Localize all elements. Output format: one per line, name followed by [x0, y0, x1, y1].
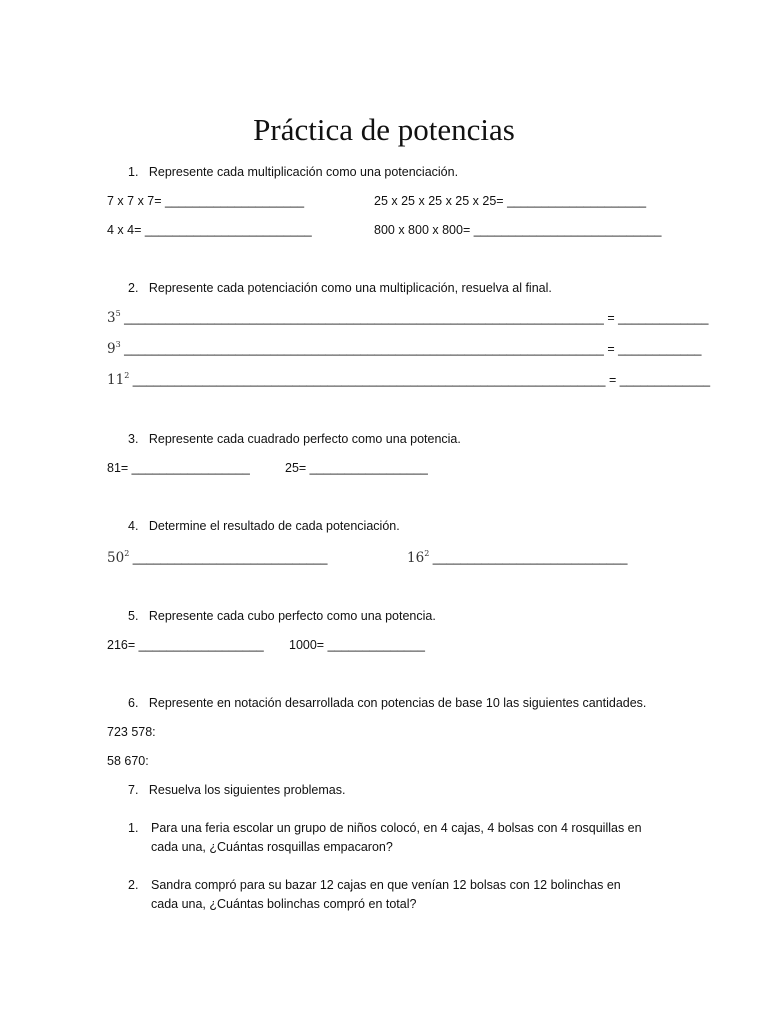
question-7-heading: 7. Resuelva los siguientes problemas.: [128, 783, 346, 797]
answer-line: ____________________________________________________________________ = _____________: [129, 373, 711, 387]
power-base: 50: [107, 550, 125, 566]
exercise-6b: 58 670:: [107, 754, 149, 768]
power-exponent: 2: [124, 548, 130, 558]
power-base: 16: [407, 550, 425, 566]
exercise-5b: 1000= ______________: [289, 638, 425, 652]
exercise-2-row1: [107, 309, 708, 327]
exercise-1a: 7 x 7 x 7= ____________________: [107, 194, 305, 208]
answer-line: ____________________________: [429, 551, 628, 565]
problem-2-number: 2.: [128, 878, 139, 892]
question-6-heading: 6. Represente en notación desarrollada con potencias de base 10 las siguientes cantidades.: [128, 696, 647, 710]
power-base: 11: [107, 372, 125, 388]
exercise-3a: 81= _________________: [107, 461, 250, 475]
problem-1-number: 1.: [128, 821, 139, 835]
power-exponent: 3: [115, 339, 121, 349]
exercise-2-row2: [107, 340, 702, 358]
exercise-5a: 216= __________________: [107, 638, 264, 652]
question-2-heading: 2. Represente cada potenciación como una multiplicación, resuelva al final.: [128, 281, 552, 295]
power-exponent: 5: [115, 308, 121, 318]
exercise-4a: [107, 549, 327, 567]
answer-line: _____________________________________________________________________ = ____________: [120, 342, 702, 356]
answer-line: ____________________________: [129, 551, 328, 565]
question-3-heading: 3. Represente cada cuadrado perfecto como una potencia.: [128, 432, 461, 446]
question-5-heading: 5. Represente cada cubo perfecto como una potencia.: [128, 609, 436, 623]
question-4-heading: 4. Determine el resultado de cada potenciación.: [128, 519, 400, 533]
page-title: Práctica de potencias: [253, 112, 515, 147]
power-exponent: 2: [124, 370, 130, 380]
exercise-4b: [407, 549, 627, 567]
problem-2-text: Sandra compró para su bazar 12 cajas en que venían 12 bolsas con 12 bolinchas en cada una, ¿Cuántas bolinchas compró en total?: [151, 878, 621, 911]
problem-1-text: Para una feria escolar un grupo de niños colocó, en 4 cajas, 4 bolsas con 4 rosquillas en cada una, ¿Cuántas rosquillas empacaron?: [151, 821, 642, 854]
question-1-heading: 1. Represente cada multiplicación como una potenciación.: [128, 165, 459, 179]
exercise-1b: 25 x 25 x 25 x 25 x 25= ____________________: [374, 194, 647, 208]
power-exponent: 2: [424, 548, 430, 558]
power-base: 3: [107, 310, 116, 326]
exercise-6a: 723 578:: [107, 725, 156, 739]
exercise-1d: 800 x 800 x 800= ___________________________: [374, 223, 662, 237]
exercise-3b: 25= _________________: [285, 461, 428, 475]
answer-line: _____________________________________________________________________ = _____________: [120, 311, 709, 325]
exercise-1c: 4 x 4= ________________________: [107, 223, 312, 237]
power-base: 9: [107, 341, 116, 357]
exercise-2-row3: [107, 371, 710, 389]
